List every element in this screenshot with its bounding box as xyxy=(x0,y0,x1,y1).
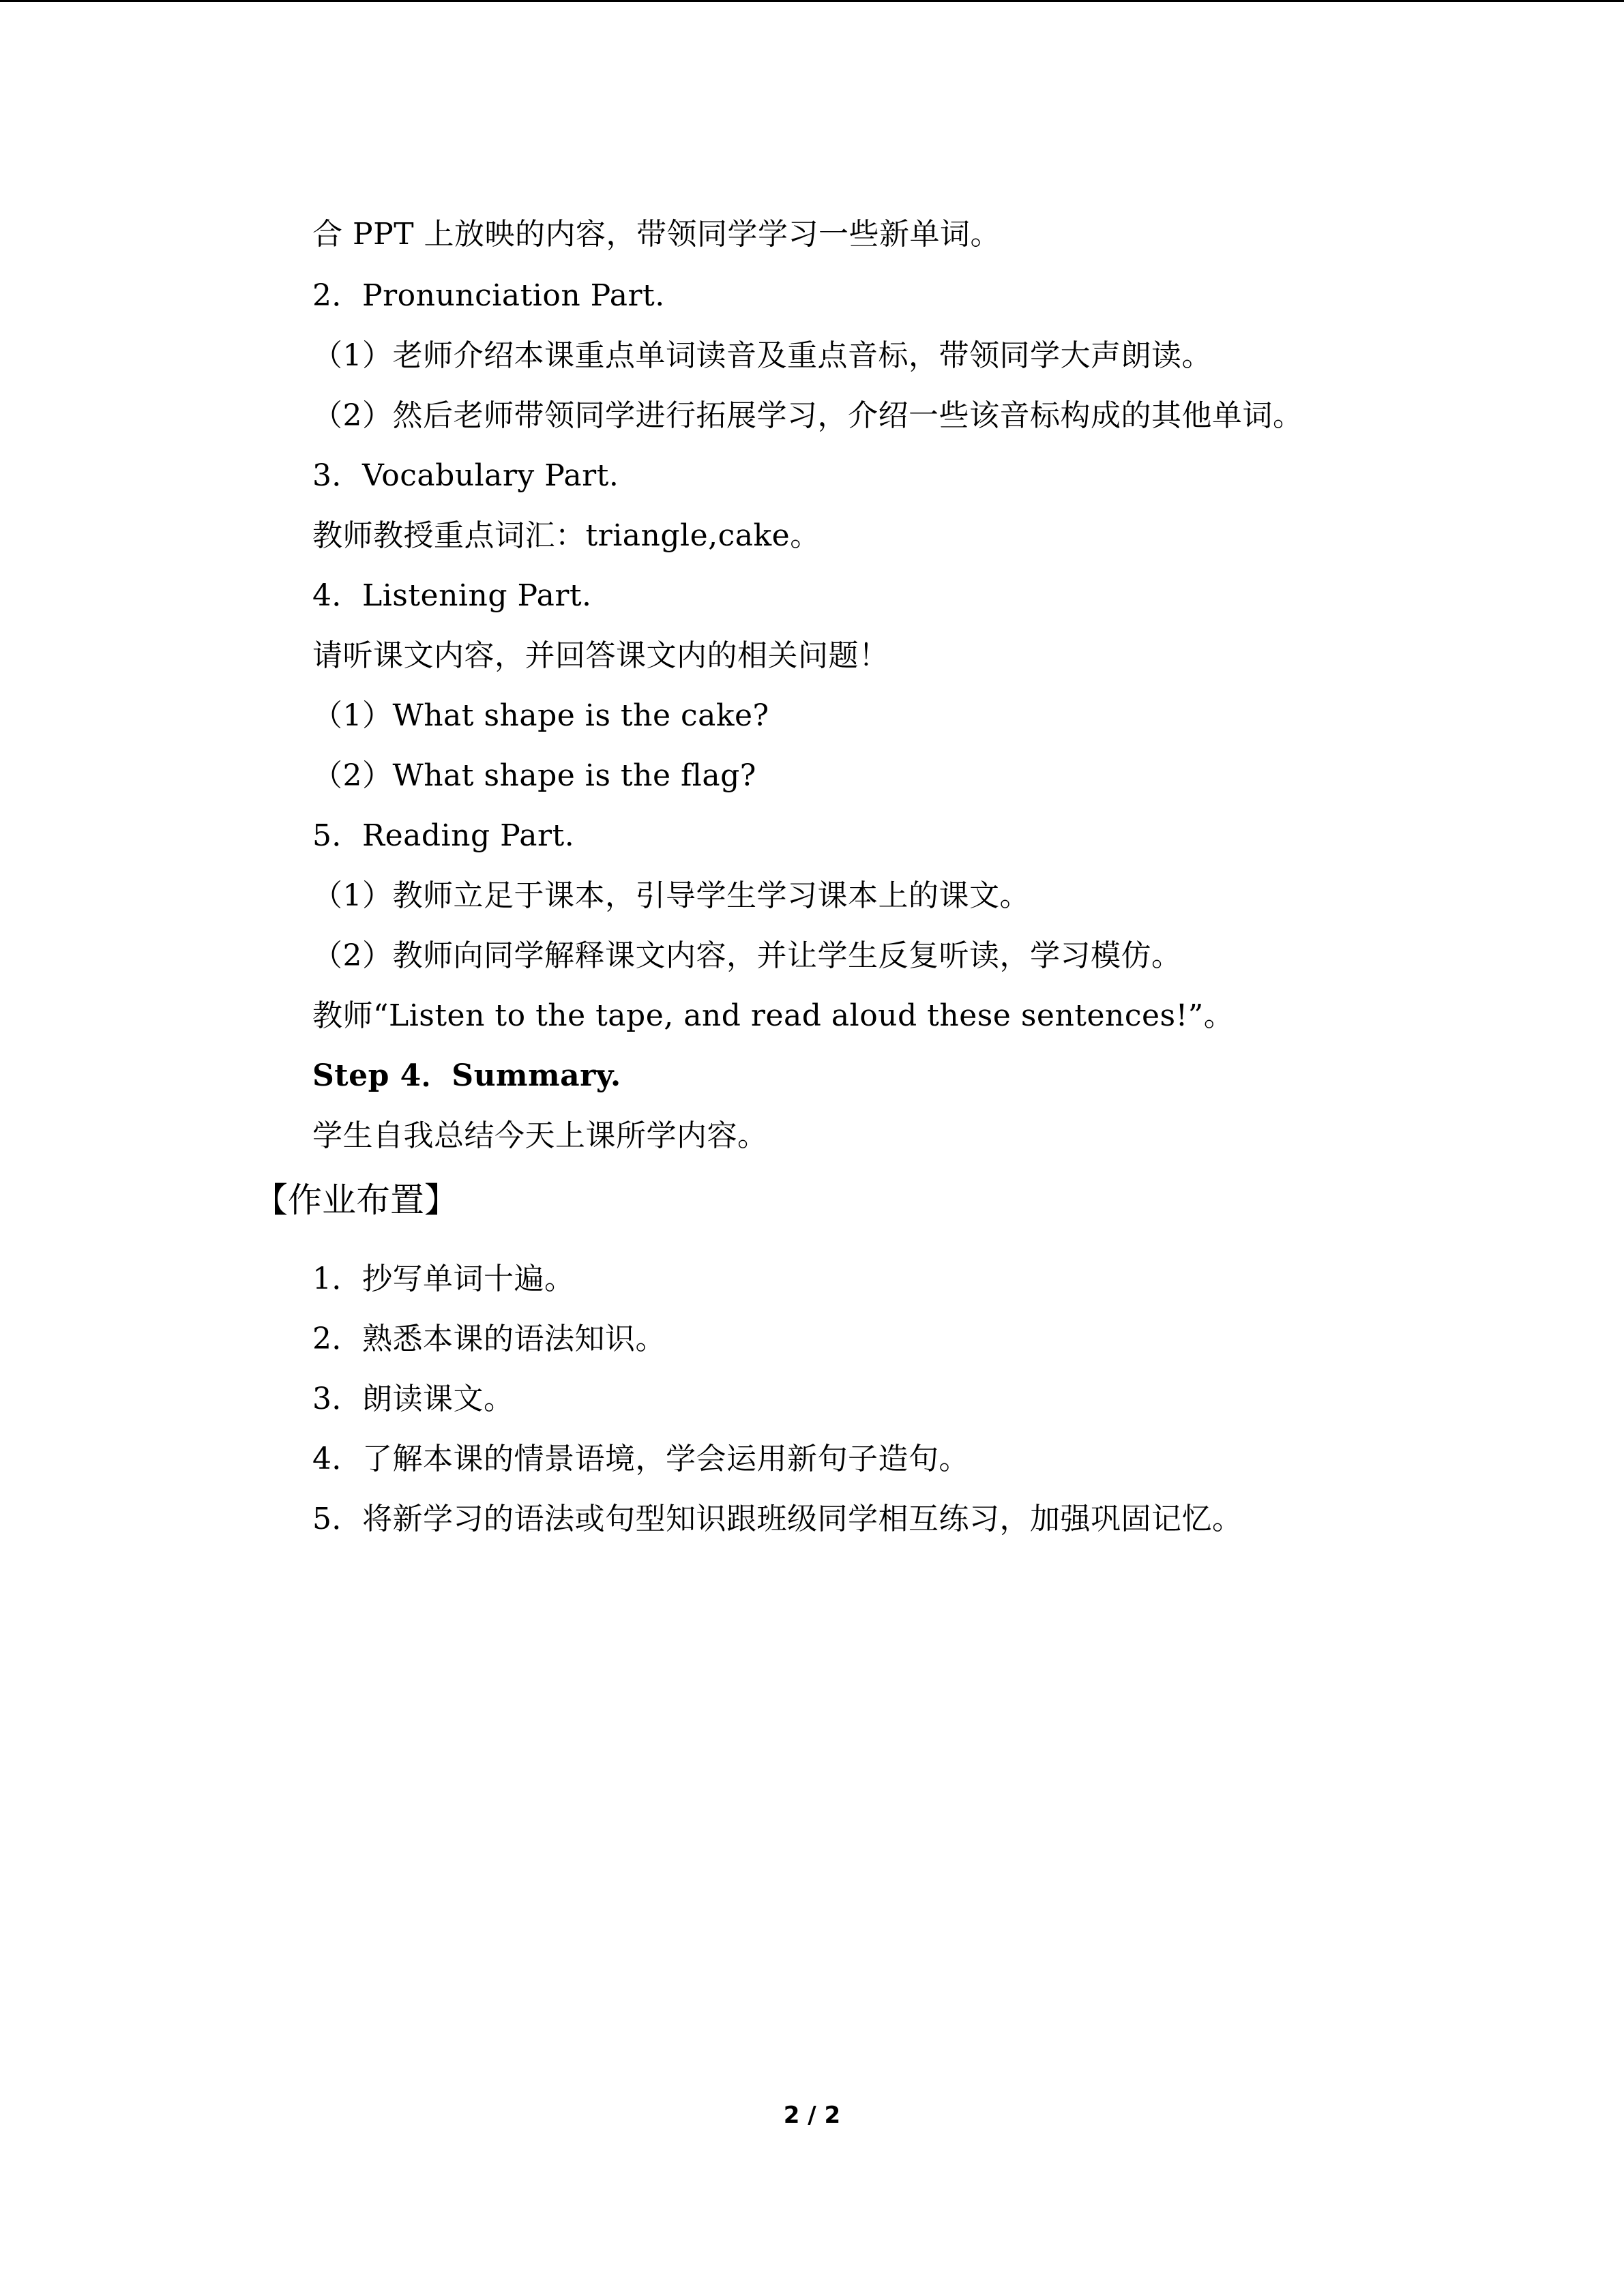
paragraph-line: （1）教师立足于课本，引导学生学习课本上的课文。 xyxy=(312,878,1030,913)
step-heading-summary: Step 4．Summary. xyxy=(312,1058,621,1093)
paragraph-line: 教师“Listen to the tape, and read aloud these sentences!”。 xyxy=(312,998,1235,1033)
section-heading-vocabulary: 3．Vocabulary Part. xyxy=(312,458,619,493)
section-heading-listening: 4．Listening Part. xyxy=(312,578,592,613)
homework-item: 4．了解本课的情景语境，学会运用新句子造句。 xyxy=(312,1442,969,1476)
top-border-rule xyxy=(0,0,1624,2)
homework-item: 3．朗读课文。 xyxy=(312,1382,514,1416)
section-heading-reading: 5．Reading Part. xyxy=(312,818,575,853)
homework-heading: 【作业布置】 xyxy=(254,1180,458,1220)
page-number: 2 / 2 xyxy=(783,2102,841,2129)
homework-item: 2．熟悉本课的语法知识。 xyxy=(312,1322,666,1356)
paragraph-line: （2）教师向同学解释课文内容，并让学生反复听读，学习模仿。 xyxy=(312,938,1182,973)
paragraph-line: 请听课文内容，并回答课文内的相关问题！ xyxy=(312,638,889,673)
question-line: （1）What shape is the cake? xyxy=(312,698,769,733)
paragraph-line: 教师教授重点词汇：triangle,cake。 xyxy=(312,518,821,553)
paragraph-line: （1）老师介绍本课重点单词读音及重点音标，带领同学大声朗读。 xyxy=(312,338,1212,373)
section-heading-pronunciation: 2．Pronunciation Part. xyxy=(312,278,665,313)
paragraph-line: 学生自我总结今天上课所学内容。 xyxy=(312,1118,768,1153)
homework-item: 1．抄写单词十遍。 xyxy=(312,1262,575,1296)
homework-item: 5．将新学习的语法或句型知识跟班级同学相互练习，加强巩固记忆。 xyxy=(312,1502,1243,1536)
question-line: （2）What shape is the flag? xyxy=(312,758,756,793)
paragraph-line: （2）然后老师带领同学进行拓展学习，介绍一些该音标构成的其他单词。 xyxy=(312,398,1303,433)
paragraph-line: 合 PPT 上放映的内容，带领同学学习一些新单词。 xyxy=(312,217,1001,252)
